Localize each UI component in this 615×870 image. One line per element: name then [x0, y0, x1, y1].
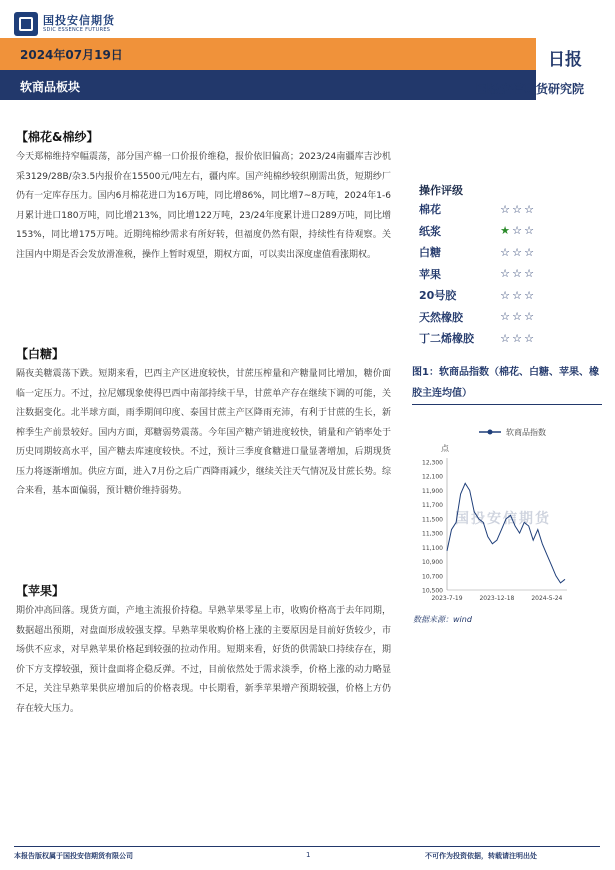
rating-stars: [499, 311, 535, 322]
y-tick-label: 11,300: [422, 530, 443, 538]
section-text-apple: 期价冲高回落。现货方面，产地主流报价持稳。早熟苹果零星上市，收购价格高于去年同期，数据超出预期，对盘面形成较强支撑。早熟苹果收购价格上涨的主要原因是目前好货较少，市场供不应求，对早熟苹果价格起到较强的拉动作用。短期来看，好货的供需缺口持续存在，期价下方支撑较强，预计盘面将企稳反弹。不过，目前依然处于需求淡季，价格上涨的动力略显不足，关注早熟苹果供应增加后的价格表现。中长期看，新季苹果增产预期较强，价格上方仍存在较大压力。: [16, 606, 391, 714]
star-empty-icon: ☆: [524, 267, 534, 280]
rating-row: [419, 264, 559, 284]
header-blue-bar: [0, 70, 536, 100]
report-date: 2024年07月19日: [20, 48, 123, 62]
rating-name: 天然橡胶: [419, 310, 463, 324]
footer-copyright: 本报告版权属于国投安信期货有限公司: [14, 852, 133, 860]
footer-disclaimer: 不可作为投资依据，转载请注明出处: [425, 852, 537, 860]
star-empty-icon: ☆: [524, 245, 534, 259]
institute-name: 国投安信期货研究院: [476, 82, 585, 96]
star-empty-icon: ☆: [512, 310, 522, 323]
rating-name: 白糖: [419, 246, 441, 259]
ratings-title: 操作评级: [419, 184, 463, 197]
star-empty-icon: ☆: [512, 224, 522, 237]
y-tick-label: 11,100: [422, 544, 443, 552]
section-heading-sugar: 【白糖】: [16, 347, 65, 361]
rating-stars: [499, 247, 535, 258]
figure-title-divider: [412, 404, 602, 405]
rating-stars: [499, 204, 535, 215]
y-tick-label: 11,900: [422, 487, 443, 495]
series-line: [447, 483, 565, 583]
y-tick-label: 11,500: [422, 516, 443, 524]
report-type: 日报: [548, 50, 582, 70]
rating-name: 苹果: [419, 267, 441, 281]
rating-stars: [499, 333, 535, 344]
star-empty-icon: ☆: [524, 331, 534, 345]
star-empty-icon: ☆: [512, 267, 522, 280]
star-empty-icon: ☆: [500, 288, 510, 302]
legend-marker: [488, 430, 493, 435]
rating-stars: [499, 290, 535, 301]
page-number: 1: [306, 851, 311, 859]
x-tick-label: 2024-5-24: [531, 595, 563, 602]
star-empty-icon: ☆: [524, 224, 534, 237]
x-tick-label: 2023-12-18: [479, 595, 515, 602]
y-tick-label: 12,300: [422, 459, 443, 467]
company-logo: [14, 12, 115, 36]
y-tick-label: 11,700: [422, 502, 443, 510]
section-text-cotton: 今天郑棉维持窄幅震荡，部分国产棉一口价报价维稳，报价依旧偏高；2023/24南疆库吉沙机采3129/28B/杂3.5内报价在15500元/吨左右，疆内库。国产纯棉纱较织刚需出货，短期纱厂仍有一定库存压力。国内6月棉花进口为16万吨，同比增86%，同比增7~8万吨，2024年1-6月累计进口180万吨，同比增213%，同比增122万吨，23/24年度累计进口289万吨，同比增153%，同比增175万吨。近期纯棉纱需求有所好转，但福度仍然有限，持续性有待观察。关注国内中期是否会发放滑准税，操作上暂时观望，期权方面，可以卖出深度虚值看涨期权。: [16, 152, 391, 260]
star-empty-icon: ☆: [500, 202, 510, 216]
section-label: 软商品板块: [20, 80, 81, 94]
star-empty-icon: ☆: [512, 331, 522, 345]
rating-row: [419, 328, 559, 348]
rating-row: [419, 307, 559, 327]
y-tick-label: 12,100: [422, 473, 443, 481]
footer-divider: [14, 846, 600, 847]
rating-name: 棉花: [419, 203, 441, 216]
star-empty-icon: ☆: [524, 310, 534, 323]
rating-name: 纸浆: [419, 224, 441, 238]
section-heading-cotton: 【棉花&棉纱】: [16, 130, 99, 144]
logo-name-cn: 国投安信期货: [43, 14, 115, 27]
y-axis-unit: 点: [441, 444, 449, 453]
rating-stars: [499, 268, 535, 279]
rating-row: [419, 199, 559, 219]
star-empty-icon: ☆: [524, 202, 534, 216]
y-tick-label: 10,700: [422, 573, 443, 581]
rating-row: [419, 221, 559, 241]
y-tick-label: 10,500: [422, 587, 443, 595]
star-empty-icon: ☆: [500, 331, 510, 345]
watermark: 国投安信期货: [455, 511, 551, 527]
y-tick-label: 10,900: [422, 559, 443, 567]
section-text-sugar: 隔夜美糖震荡下跌。短期来看，巴西主产区进度较快，甘蔗压榨量和产糖量同比增加，糖价面临一定压力。不过，拉尼娜现象使得巴西中南部持续干旱，甘蔗单产存在继续下调的可能，关注数据变化。北半球方面，雨季期间印度、泰国甘蔗主产区降雨充沛，有利于甘蔗的生长，新榨季生产前景较好。国内方面，郑糖弱势震荡。今年国产糖产销进度较快，销量和产销率处于历史同期较高水平，国产糖去库速度较快。不过，预计三季度食糖进口量显著增加，后期现货压力将逐渐增加。供应方面，进入7月份之后广西降雨减少，继续关注天气情况及甘蔗长势。综合来看，基本面偏弱，预计糖价维持弱势。: [16, 369, 391, 496]
rating-row: [419, 285, 559, 305]
legend-label: 软商品指数: [506, 428, 546, 437]
star-empty-icon: ☆: [500, 267, 510, 280]
rating-name: 20号胶: [419, 289, 457, 302]
star-empty-icon: ☆: [512, 202, 522, 216]
rating-row: [419, 242, 559, 262]
star-filled-icon: ★: [500, 224, 510, 237]
x-tick-label: 2023-7-19: [431, 595, 463, 602]
figure-source: 数据来源：wind: [413, 615, 472, 624]
star-empty-icon: ☆: [524, 288, 534, 302]
rating-name: 丁二烯橡胶: [419, 332, 474, 345]
figure-title: 图1：软商品指数（棉花、白糖、苹果、橡胶主连均值）: [412, 367, 599, 399]
star-empty-icon: ☆: [512, 245, 522, 259]
star-empty-icon: ☆: [500, 310, 510, 323]
star-empty-icon: ☆: [500, 245, 510, 259]
rating-stars: [499, 225, 535, 236]
logo-icon: [14, 12, 38, 36]
logo-name-en: SDIC ESSENCE FUTURES: [43, 27, 111, 33]
section-heading-apple: 【苹果】: [16, 584, 65, 598]
star-empty-icon: ☆: [512, 288, 522, 302]
